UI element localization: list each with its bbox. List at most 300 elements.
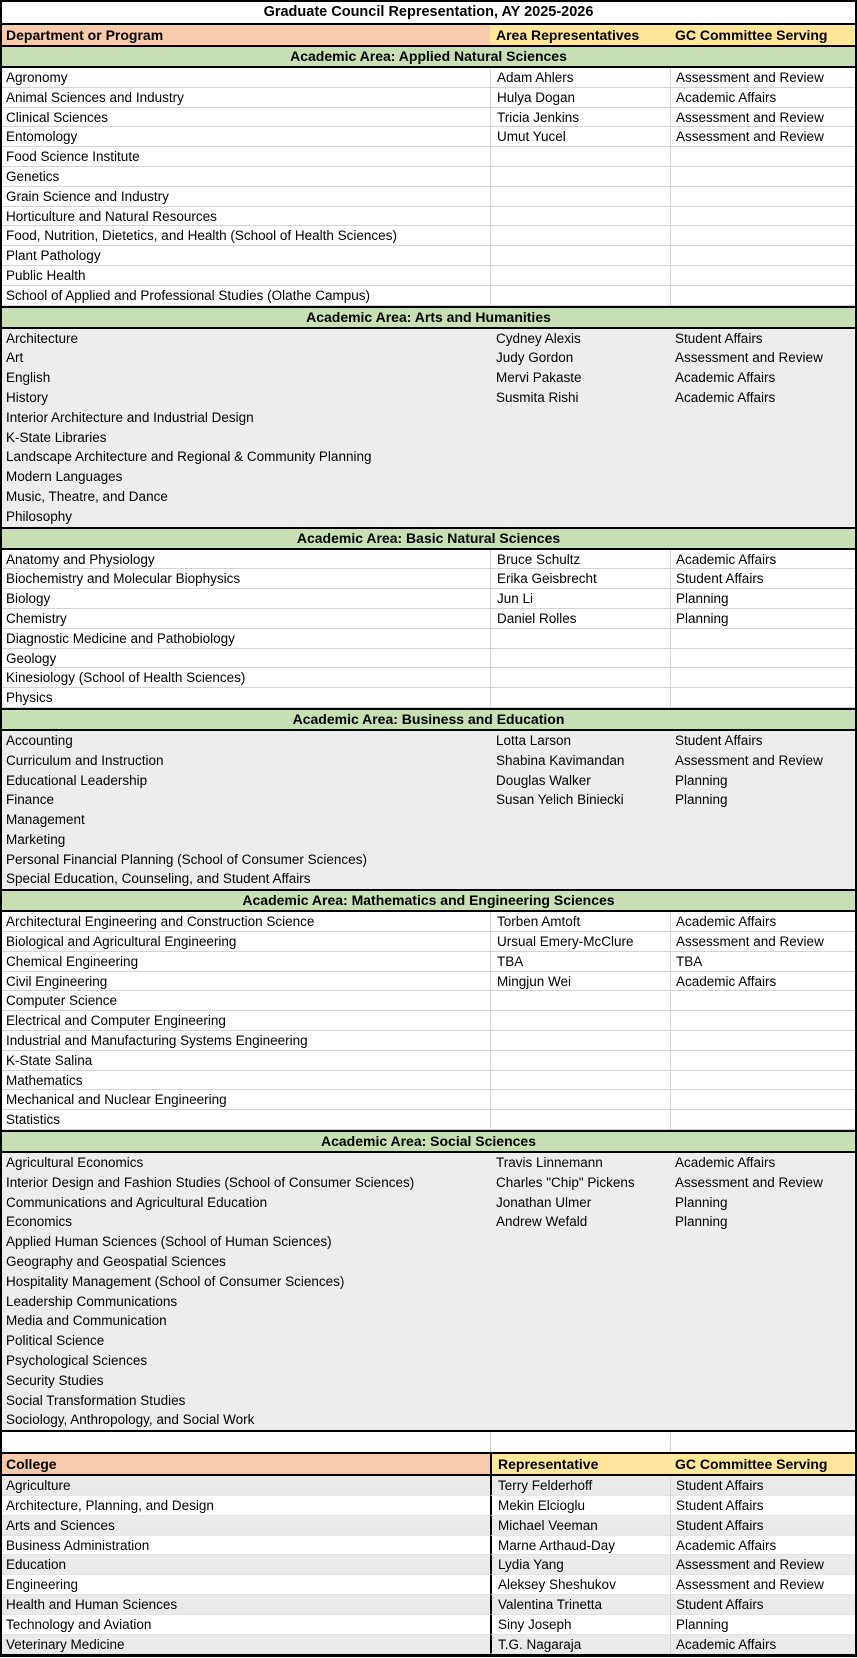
department-cell: Social Transformation Studies (6, 1392, 186, 1408)
table-row (2, 266, 855, 286)
committee-cell (670, 1351, 855, 1371)
table-row (2, 207, 855, 227)
table-row (2, 68, 855, 88)
committee-cell (670, 286, 855, 306)
committee-cell: Assessment and Review (670, 127, 855, 147)
department-cell: Educational Leadership (6, 772, 148, 788)
col-header-gc-committee: GC Committee Serving (670, 25, 855, 45)
committee-cell (670, 850, 855, 870)
representative-cell: Daniel Rolles (490, 609, 670, 629)
committee-cell (670, 1031, 855, 1051)
committee-cell: Planning (670, 1615, 855, 1635)
table-row (2, 246, 855, 266)
table-row (2, 810, 855, 830)
table-row (2, 1090, 855, 1110)
department-cell: Clinical Sciences (2, 108, 490, 128)
representative-cell (490, 1110, 670, 1130)
department-cell: Art (6, 350, 24, 366)
col-header-gc-committee-2: GC Committee Serving (670, 1454, 855, 1474)
table-row (2, 952, 855, 972)
table-row (2, 348, 855, 368)
committee-cell (670, 1311, 855, 1331)
committee-cell (670, 408, 855, 428)
representative-cell: Adam Ahlers (490, 68, 670, 88)
spacer-cell (2, 1432, 490, 1452)
col-header-department: Department or Program (2, 25, 490, 45)
table-row (2, 368, 855, 388)
representative-cell (490, 1071, 670, 1091)
department-cell: Public Health (2, 266, 490, 286)
representative-cell (490, 869, 670, 889)
table-row (2, 447, 855, 467)
table-row (2, 649, 855, 669)
committee-cell (670, 991, 855, 1011)
table-row (2, 388, 855, 408)
department-cell: Anatomy and Physiology (2, 550, 490, 570)
committee-cell: Academic Affairs (670, 972, 855, 992)
committee-cell (670, 1011, 855, 1031)
department-cell: Computer Science (2, 991, 490, 1011)
department-cell: Statistics (2, 1110, 490, 1130)
department-cell: Sociology, Anthropology, and Social Work (6, 1412, 255, 1428)
representative-cell (490, 1051, 670, 1071)
department-cell: Kinesiology (School of Health Sciences) (2, 668, 490, 688)
table-row (2, 1252, 855, 1272)
committee-cell (670, 447, 855, 467)
committee-cell: Student Affairs (670, 1476, 855, 1496)
representative-cell (490, 1292, 670, 1312)
college-table-body (2, 1476, 855, 1654)
representative-cell: Torben Amtoft (490, 912, 670, 932)
col-header-college: College (2, 1454, 490, 1474)
table-row (2, 1311, 855, 1331)
representative-cell: Mekin Elcioglu (490, 1496, 670, 1516)
committee-cell (670, 1331, 855, 1351)
table-row (2, 1212, 855, 1232)
representative-cell: Hulya Dogan (490, 88, 670, 108)
representative-cell (490, 649, 670, 669)
committee-cell: Planning (675, 772, 728, 788)
department-cell: Diagnostic Medicine and Pathobiology (2, 629, 490, 649)
representative-cell: Valentina Trinetta (490, 1595, 670, 1615)
representative-cell: Shabina Kavimandan (496, 752, 625, 768)
table-row (2, 1071, 855, 1091)
committee-cell: Academic Affairs (675, 370, 776, 386)
college-cell: Agriculture (2, 1476, 490, 1496)
table-row (2, 688, 855, 708)
committee-cell: Academic Affairs (675, 389, 776, 405)
table-row (2, 850, 855, 870)
representative-cell: Jun Li (490, 589, 670, 609)
department-cell: Political Science (6, 1333, 105, 1349)
table-row (2, 467, 855, 487)
department-cell: Leadership Communications (6, 1293, 178, 1309)
department-cell: History (6, 389, 49, 405)
department-cell: Curriculum and Instruction (6, 752, 164, 768)
table-row (2, 1232, 855, 1252)
representative-cell: Ursual Emery-McClure (490, 932, 670, 952)
table-row (2, 1351, 855, 1371)
committee-cell (670, 147, 855, 167)
department-cell: Biochemistry and Molecular Biophysics (2, 569, 490, 589)
department-cell: K-State Salina (2, 1051, 490, 1071)
department-cell: Architecture (6, 330, 79, 346)
committee-cell: Student Affairs (675, 330, 763, 346)
committee-cell (670, 1090, 855, 1110)
college-table-header-row (2, 1452, 855, 1476)
table-row (2, 912, 855, 932)
department-cell: Architectural Engineering and Construction Science (2, 912, 490, 932)
table-row (2, 589, 855, 609)
representative-cell: Cydney Alexis (496, 330, 581, 346)
college-cell: Health and Human Sciences (2, 1595, 490, 1615)
department-cell: Biological and Agricultural Engineering (2, 932, 490, 952)
committee-cell: Planning (675, 1194, 728, 1210)
main-table-header-row (2, 23, 855, 45)
representative-cell (490, 1090, 670, 1110)
table-row (2, 187, 855, 207)
representative-cell (490, 1011, 670, 1031)
department-cell: Music, Theatre, and Dance (6, 488, 168, 504)
representative-cell (490, 507, 670, 527)
representative-cell: Douglas Walker (496, 772, 591, 788)
committee-cell: Academic Affairs (670, 88, 855, 108)
department-cell: Psychological Sciences (6, 1353, 148, 1369)
table-row (2, 991, 855, 1011)
department-cell: Media and Communication (6, 1313, 167, 1329)
committee-cell (670, 1051, 855, 1071)
table-row (2, 1272, 855, 1292)
representative-cell: Travis Linnemann (496, 1155, 603, 1171)
department-cell: Hospitality Management (School of Consumer Sciences) (6, 1273, 345, 1289)
table-row (2, 972, 855, 992)
department-cell: Accounting (6, 732, 73, 748)
representative-cell: TBA (490, 952, 670, 972)
representative-cell: Jonathan Ulmer (496, 1194, 592, 1210)
committee-cell: Assessment and Review (675, 350, 823, 366)
representative-cell (490, 1331, 670, 1351)
college-row (2, 1536, 855, 1556)
department-cell: Grain Science and Industry (2, 187, 490, 207)
department-cell: Agricultural Economics (6, 1155, 144, 1171)
committee-cell (670, 1410, 855, 1430)
department-cell: Interior Design and Fashion Studies (School of Consumer Sciences) (6, 1174, 415, 1190)
representative-cell: Susmita Rishi (496, 389, 579, 405)
col-header-area-representatives: Area Representatives (490, 25, 670, 45)
table-row (2, 88, 855, 108)
committee-cell (670, 1071, 855, 1091)
committee-cell (670, 1272, 855, 1292)
table-row (2, 932, 855, 952)
table-row (2, 830, 855, 850)
representative-cell (490, 246, 670, 266)
college-cell: Business Administration (2, 1536, 490, 1556)
table-row (2, 487, 855, 507)
committee-cell: Assessment and Review (670, 1555, 855, 1575)
department-cell: Food Science Institute (2, 147, 490, 167)
department-cell: School of Applied and Professional Studies (Olathe Campus) (2, 286, 490, 306)
representative-cell: Michael Veeman (490, 1516, 670, 1536)
representative-cell: Erika Geisbrecht (490, 569, 670, 589)
table-row (2, 1391, 855, 1411)
table-row (2, 1173, 855, 1193)
table-row (2, 1051, 855, 1071)
department-cell: Food, Nutrition, Dietetics, and Health (School of Health Sciences) (2, 226, 490, 246)
department-cell: Physics (2, 688, 490, 708)
department-cell: Civil Engineering (2, 972, 490, 992)
committee-cell: Student Affairs (675, 732, 763, 748)
department-cell: Mathematics (2, 1071, 490, 1091)
representative-cell (490, 286, 670, 306)
table-row (2, 408, 855, 428)
department-cell: Biology (2, 589, 490, 609)
table-row (2, 550, 855, 570)
committee-cell: Assessment and Review (670, 932, 855, 952)
representative-cell (490, 447, 670, 467)
representative-cell: Umut Yucel (490, 127, 670, 147)
representative-cell (490, 428, 670, 448)
representative-cell: Siny Joseph (490, 1615, 670, 1635)
committee-cell (670, 668, 855, 688)
committee-cell: Academic Affairs (670, 1635, 855, 1655)
department-cell: Plant Pathology (2, 246, 490, 266)
table-row (2, 1031, 855, 1051)
representative-cell (490, 1391, 670, 1411)
college-row (2, 1516, 855, 1536)
table-row (2, 771, 855, 791)
department-cell: Landscape Architecture and Regional & Community Planning (6, 449, 372, 465)
department-cell: Horticulture and Natural Resources (2, 207, 490, 227)
department-cell: Personal Financial Planning (School of Consumer Sciences) (6, 851, 367, 867)
department-cell: K-State Libraries (6, 429, 107, 445)
table-row (2, 108, 855, 128)
department-cell: Geology (2, 649, 490, 669)
committee-cell (670, 226, 855, 246)
department-cell: Interior Architecture and Industrial Design (6, 409, 254, 425)
representative-cell (490, 187, 670, 207)
table-row (2, 1153, 855, 1173)
department-cell: English (6, 370, 51, 386)
representative-cell: Bruce Schultz (490, 550, 670, 570)
committee-cell (670, 1252, 855, 1272)
department-cell: Genetics (2, 167, 490, 187)
college-cell: Engineering (2, 1575, 490, 1595)
table-row (2, 569, 855, 589)
committee-cell (670, 629, 855, 649)
representative-cell (490, 266, 670, 286)
sheet-title: Graduate Council Representation, AY 2025-2026 (2, 2, 855, 23)
representative-cell (490, 991, 670, 1011)
representative-cell (490, 850, 670, 870)
committee-cell (670, 187, 855, 207)
representative-cell (490, 810, 670, 830)
representative-cell (490, 629, 670, 649)
representative-cell (490, 668, 670, 688)
committee-cell: Assessment and Review (675, 1174, 823, 1190)
representative-cell: Mervi Pakaste (496, 370, 582, 386)
committee-cell (670, 1292, 855, 1312)
department-cell: Finance (6, 792, 55, 808)
committee-cell: Student Affairs (670, 1516, 855, 1536)
committee-cell (670, 266, 855, 286)
representative-cell (490, 1371, 670, 1391)
department-cell: Management (6, 812, 85, 828)
college-row (2, 1615, 855, 1635)
committee-cell: Planning (670, 609, 855, 629)
department-cell: Chemical Engineering (2, 952, 490, 972)
committee-cell (670, 688, 855, 708)
table-row (2, 1410, 855, 1430)
spacer-cell (490, 1432, 670, 1452)
committee-cell: Student Affairs (670, 1496, 855, 1516)
committee-cell (670, 246, 855, 266)
committee-cell: Academic Affairs (670, 1536, 855, 1556)
representative-cell: Andrew Wefald (496, 1214, 588, 1230)
department-cell: Agronomy (2, 68, 490, 88)
committee-cell: Academic Affairs (670, 550, 855, 570)
committee-cell (670, 487, 855, 507)
table-row (2, 428, 855, 448)
representative-cell: Aleksey Sheshukov (490, 1575, 670, 1595)
college-row (2, 1476, 855, 1496)
committee-cell: Assessment and Review (670, 68, 855, 88)
table-row (2, 869, 855, 889)
college-row (2, 1595, 855, 1615)
section-header: Academic Area: Arts and Humanities (2, 306, 855, 329)
table-row (2, 127, 855, 147)
department-cell: Philosophy (6, 508, 73, 524)
department-cell: Geography and Geospatial Sciences (6, 1254, 226, 1270)
section-header: Academic Area: Applied Natural Sciences (2, 45, 855, 68)
college-cell: Architecture, Planning, and Design (2, 1496, 490, 1516)
committee-cell (670, 167, 855, 187)
representative-cell (490, 1031, 670, 1051)
table-row (2, 286, 855, 306)
representative-cell: Terry Felderhoff (490, 1476, 670, 1496)
table-row (2, 167, 855, 187)
table-row (2, 226, 855, 246)
table-row (2, 329, 855, 349)
committee-cell: Student Affairs (670, 569, 855, 589)
table-row (2, 1292, 855, 1312)
representative-cell (490, 1351, 670, 1371)
committee-cell (670, 507, 855, 527)
college-row (2, 1635, 855, 1655)
committee-cell (670, 207, 855, 227)
table-row (2, 507, 855, 527)
representative-cell: Charles "Chip" Pickens (496, 1174, 635, 1190)
representative-cell (490, 1410, 670, 1430)
table-row (2, 668, 855, 688)
committee-cell: TBA (670, 952, 855, 972)
committee-cell: Planning (670, 589, 855, 609)
table-row (2, 1110, 855, 1130)
college-cell: Technology and Aviation (2, 1615, 490, 1635)
committee-cell: Assessment and Review (675, 752, 823, 768)
representative-cell (490, 167, 670, 187)
college-cell: Veterinary Medicine (2, 1635, 490, 1655)
department-cell: Security Studies (6, 1372, 104, 1388)
table-row (2, 1371, 855, 1391)
table-row (2, 629, 855, 649)
committee-cell (670, 428, 855, 448)
committee-cell: Academic Affairs (675, 1155, 776, 1171)
representative-cell (490, 1232, 670, 1252)
committee-cell (670, 1371, 855, 1391)
table-row (2, 1011, 855, 1031)
col-header-representative: Representative (490, 1454, 670, 1474)
main-table-body (2, 45, 855, 1430)
college-row (2, 1575, 855, 1595)
committee-cell (670, 649, 855, 669)
representative-cell (490, 688, 670, 708)
department-cell: Modern Languages (6, 469, 123, 485)
college-row (2, 1496, 855, 1516)
section-header: Academic Area: Social Sciences (2, 1130, 855, 1153)
department-cell: Entomology (2, 127, 490, 147)
spacer-cell (670, 1432, 855, 1452)
committee-cell (670, 830, 855, 850)
committee-cell: Planning (675, 1214, 728, 1230)
committee-cell (670, 1110, 855, 1130)
department-cell: Mechanical and Nuclear Engineering (2, 1090, 490, 1110)
representative-cell (490, 408, 670, 428)
representative-cell (490, 147, 670, 167)
table-row (2, 1331, 855, 1351)
section-header: Academic Area: Basic Natural Sciences (2, 527, 855, 550)
representative-cell: Tricia Jenkins (490, 108, 670, 128)
section-header: Academic Area: Mathematics and Engineering Sciences (2, 889, 855, 912)
committee-cell (670, 467, 855, 487)
representative-cell: Susan Yelich Biniecki (496, 792, 624, 808)
representative-cell (490, 487, 670, 507)
committee-cell: Planning (675, 792, 728, 808)
committee-cell (670, 810, 855, 830)
representative-cell (490, 1272, 670, 1292)
department-cell: Economics (6, 1214, 73, 1230)
table-row (2, 751, 855, 771)
department-cell: Animal Sciences and Industry (2, 88, 490, 108)
committee-cell (670, 1391, 855, 1411)
representative-cell (490, 1252, 670, 1272)
representative-cell: Marne Arthaud-Day (490, 1536, 670, 1556)
department-cell: Special Education, Counseling, and Student Affairs (6, 871, 311, 887)
college-cell: Arts and Sciences (2, 1516, 490, 1536)
table-row (2, 609, 855, 629)
section-header: Academic Area: Business and Education (2, 708, 855, 731)
department-cell: Industrial and Manufacturing Systems Engineering (2, 1031, 490, 1051)
representative-cell: Lydia Yang (490, 1555, 670, 1575)
representative-cell (490, 226, 670, 246)
table-row (2, 147, 855, 167)
table-row (2, 731, 855, 751)
representative-cell: Mingjun Wei (490, 972, 670, 992)
representative-cell (490, 207, 670, 227)
department-cell: Marketing (6, 831, 66, 847)
college-cell: Education (2, 1555, 490, 1575)
college-row (2, 1555, 855, 1575)
department-cell: Applied Human Sciences (School of Human Sciences) (6, 1234, 332, 1250)
department-cell: Chemistry (2, 609, 490, 629)
representative-cell (490, 1311, 670, 1331)
committee-cell: Assessment and Review (670, 108, 855, 128)
representative-cell: Lotta Larson (496, 732, 572, 748)
representative-cell: T.G. Nagaraja (490, 1635, 670, 1655)
table-row (2, 790, 855, 810)
spacer-row (2, 1430, 855, 1452)
committee-cell (670, 1232, 855, 1252)
representative-cell (490, 467, 670, 487)
